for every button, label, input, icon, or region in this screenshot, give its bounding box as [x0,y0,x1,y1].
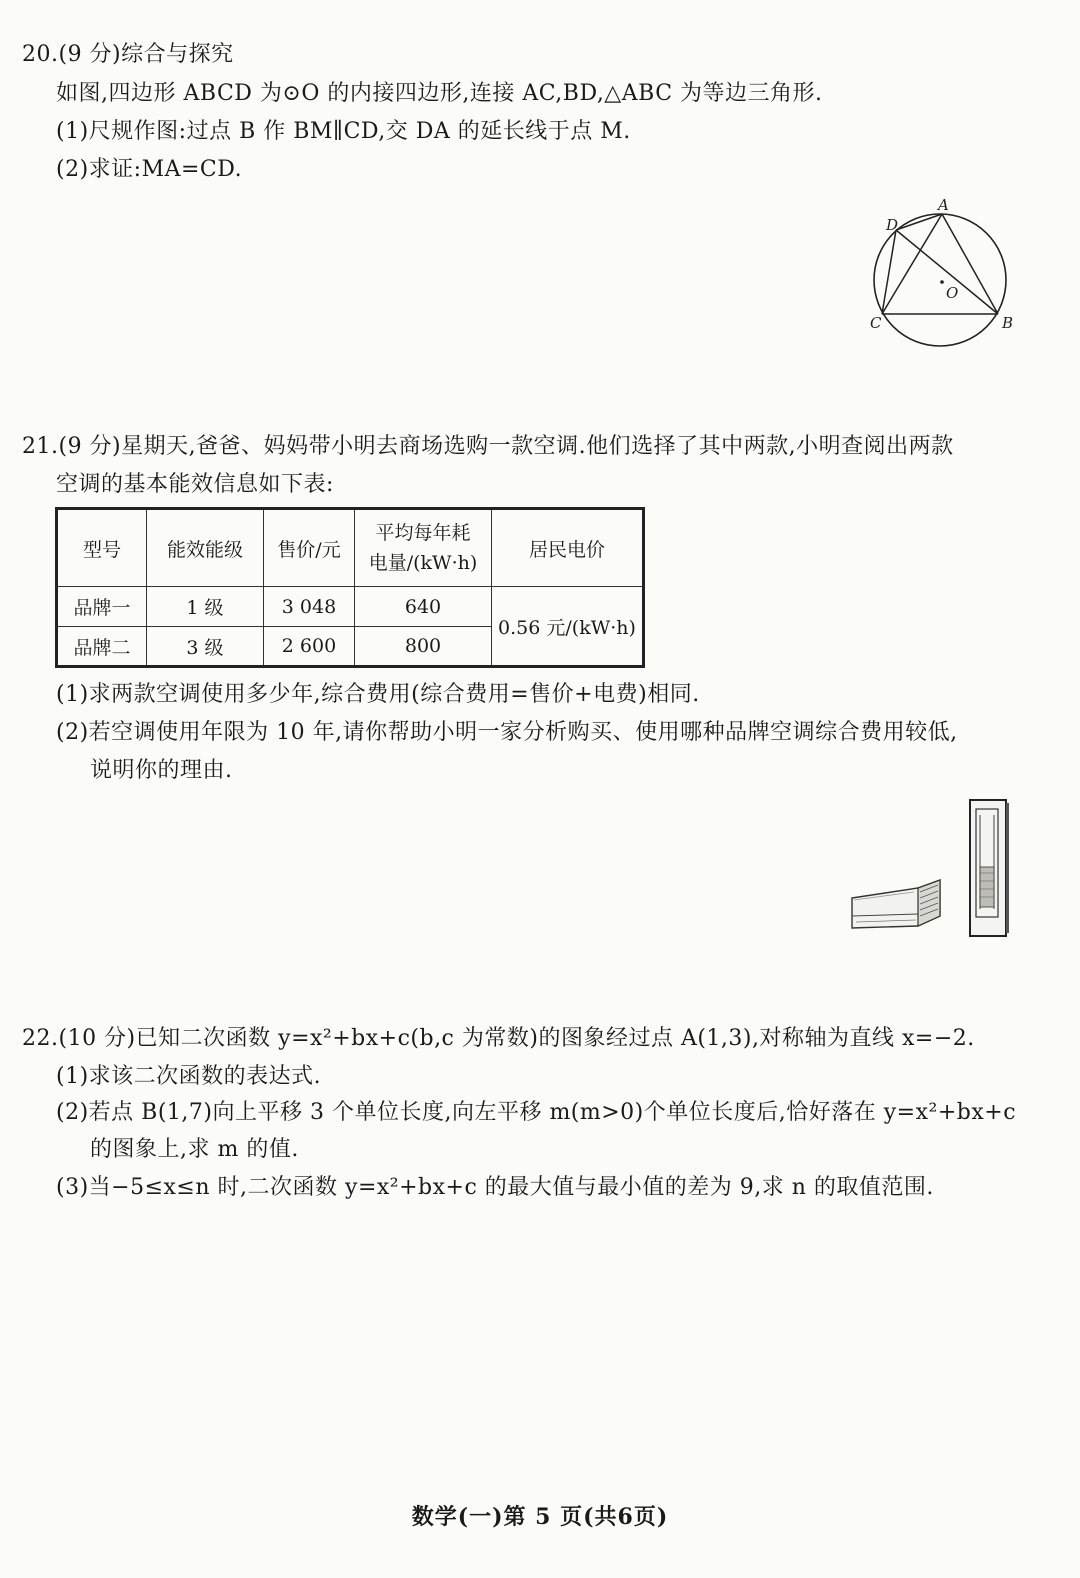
table-row [57,587,644,627]
segment-da [896,214,942,230]
cell-electricity-price: 0.56 元/(kW·h) [492,587,644,667]
center-point [940,280,944,284]
header-electricity-price: 居民电价 [492,509,644,587]
q22-part2: (2)若点 B(1,7)向上平移 3 个单位长度,向左平移 m(m>0)个单位长度后,恰好落在 y=x²+bx+c [56,1100,1017,1125]
table-header-row [57,509,644,587]
q21-part1: (1)求两款空调使用多少年,综合费用(综合费用=售价+电费)相同. [56,682,700,707]
q21-line1: 21.(9 分)星期天,爸爸、妈妈带小明去商场选购一款空调.他们选择了其中两款,小明查阅出两款 [22,434,954,459]
circle-quadrilateral-figure [862,196,1032,360]
q20-heading: 20.(9 分)综合与探究 [22,42,234,67]
cell-price: 3 048 [264,587,355,627]
label-a: A [938,196,949,214]
header-level: 能效能级 [147,509,264,587]
header-model: 型号 [57,509,147,587]
q21-part2-cont: 说明你的理由. [90,758,233,783]
q22-part2-cont: 的图象上,求 m 的值. [90,1137,299,1162]
page-footer: 数学(一)第 5 页(共6页) [411,1504,669,1530]
q20-body: 如图,四边形 ABCD 为⊙O 的内接四边形,连接 AC,BD,△ABC 为等边三角形. [56,81,823,106]
q20-part1: (1)尺规作图:过点 B 作 BM∥CD,交 DA 的延长线于点 M. [56,119,631,144]
cell-price: 2 600 [264,627,355,667]
q22-part1: (1)求该二次函数的表达式. [56,1064,322,1089]
label-b: B [1002,314,1014,332]
tower-ac-illustration [966,797,1012,939]
wall-ac-illustration [848,876,944,934]
cell-model: 品牌一 [57,587,147,627]
label-o: O [946,284,959,302]
q20-part2: (2)求证:MA=CD. [56,157,243,182]
cell-level: 1 级 [147,587,264,627]
header-usage-line1: 平均每年耗 [375,522,471,544]
energy-table [55,507,645,668]
label-c: C [870,314,882,332]
cell-model: 品牌二 [57,627,147,667]
header-usage-line2: 电量/(kW·h) [368,552,478,574]
header-price: 售价/元 [264,509,355,587]
cell-level: 3 级 [147,627,264,667]
q21-line2: 空调的基本能效信息如下表: [56,472,334,497]
cell-usage: 640 [355,587,492,627]
label-d: D [886,216,899,234]
header-usage [355,509,492,587]
q22-heading: 22.(10 分)已知二次函数 y=x²+bx+c(b,c 为常数)的图象经过点 A(1,3),对称轴为直线 x=−2. [22,1026,975,1051]
q21-part2: (2)若空调使用年限为 10 年,请你帮助小明一家分析购买、使用哪种品牌空调综合费用较低, [56,720,958,745]
q22-part3: (3)当−5≤x≤n 时,二次函数 y=x²+bx+c 的最大值与最小值的差为 9,求 n 的取值范围. [56,1175,934,1200]
cell-usage: 800 [355,627,492,667]
